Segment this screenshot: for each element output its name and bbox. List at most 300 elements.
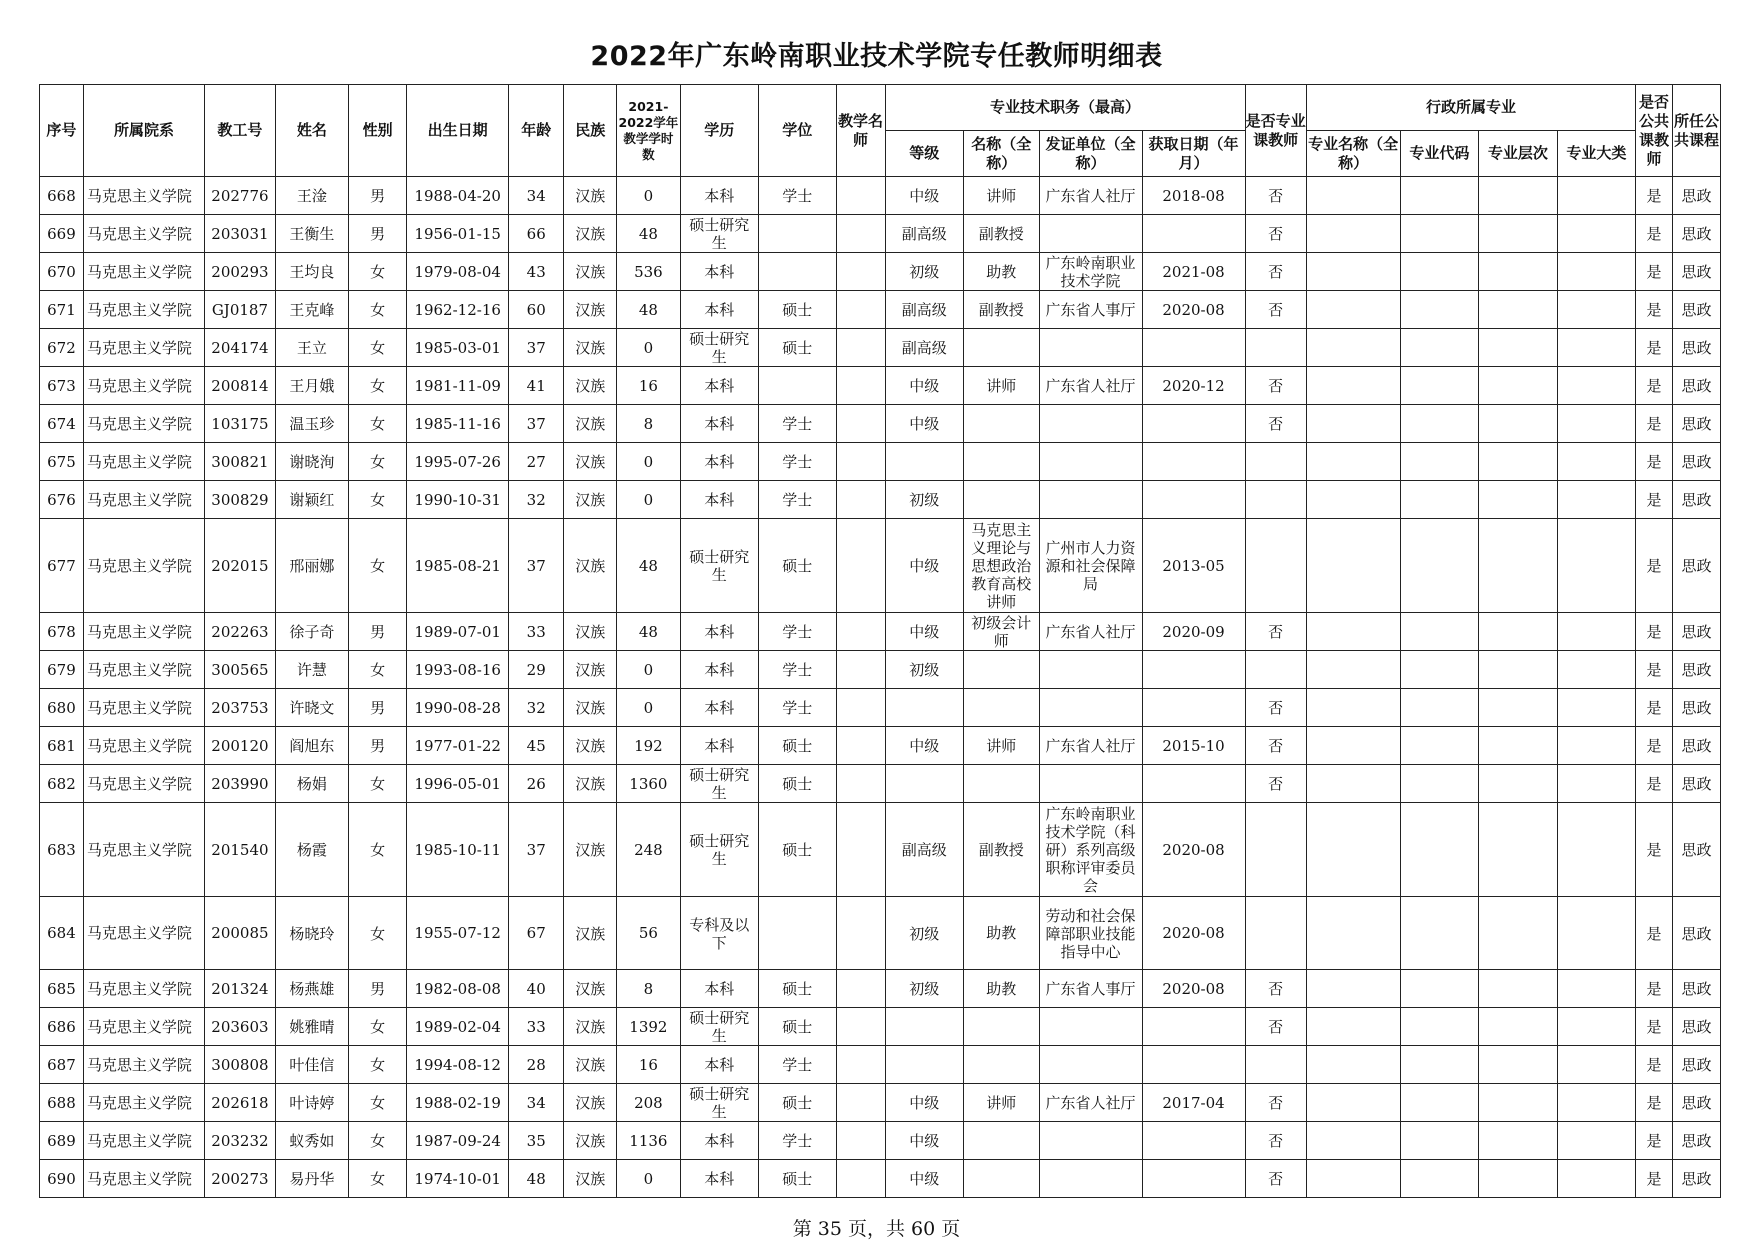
cell-age: 67 bbox=[509, 897, 564, 970]
cell-major-code bbox=[1400, 405, 1479, 443]
cell-public-course: 思政 bbox=[1672, 1160, 1720, 1198]
cell-title-issuer bbox=[1039, 405, 1142, 443]
cell-major-class bbox=[1557, 443, 1636, 481]
cell-title-name bbox=[964, 253, 1039, 291]
cell-hours: 48 bbox=[617, 215, 680, 253]
cell-title-name-text: 讲师 bbox=[986, 376, 1017, 395]
cell-is-major-teacher: 否 bbox=[1245, 765, 1306, 803]
cell-gender: 男 bbox=[349, 215, 407, 253]
cell-is-public-teacher: 是 bbox=[1636, 329, 1673, 367]
cell-major-name bbox=[1306, 481, 1400, 519]
cell-birth: 1985-03-01 bbox=[407, 329, 509, 367]
table-row bbox=[40, 765, 1721, 803]
cell-public-course: 思政 bbox=[1672, 651, 1720, 689]
cell-dept bbox=[83, 291, 204, 329]
cell-education bbox=[680, 481, 759, 519]
cell-dept bbox=[83, 1160, 204, 1198]
cell-hours: 1392 bbox=[617, 1008, 680, 1046]
cell-famous-teacher bbox=[836, 519, 885, 613]
cell-title-name-text: 讲师 bbox=[986, 186, 1017, 205]
table-row bbox=[40, 291, 1721, 329]
cell-staff-id: 202618 bbox=[205, 1084, 275, 1122]
cell-dept-text: 马克思主义学院 bbox=[86, 775, 192, 793]
cell-title-name bbox=[964, 613, 1039, 651]
cell-is-major-teacher bbox=[1245, 651, 1306, 689]
header-admin-group: 行政所属专业 bbox=[1306, 85, 1635, 131]
cell-major-name bbox=[1306, 1046, 1400, 1084]
cell-major-name bbox=[1306, 253, 1400, 291]
cell-title-level bbox=[885, 1046, 964, 1084]
cell-seq: 680 bbox=[40, 689, 84, 727]
cell-major-level bbox=[1479, 613, 1558, 651]
cell-name: 许慧 bbox=[275, 651, 348, 689]
cell-title-date bbox=[1142, 765, 1245, 803]
cell-seq: 682 bbox=[40, 765, 84, 803]
table-row bbox=[40, 897, 1721, 970]
cell-name: 易丹华 bbox=[275, 1160, 348, 1198]
header-public-course: 所任公共课程 bbox=[1672, 85, 1720, 177]
cell-public-course: 思政 bbox=[1672, 970, 1720, 1008]
cell-dept bbox=[83, 177, 204, 215]
cell-major-level bbox=[1479, 689, 1558, 727]
cell-is-major-teacher: 否 bbox=[1245, 1008, 1306, 1046]
cell-birth: 1993-08-16 bbox=[407, 651, 509, 689]
cell-hours: 8 bbox=[617, 405, 680, 443]
cell-is-major-teacher: 否 bbox=[1245, 291, 1306, 329]
cell-staff-id: 203232 bbox=[205, 1122, 275, 1160]
header-dept: 所属院系 bbox=[83, 85, 204, 177]
cell-is-public-teacher: 是 bbox=[1636, 177, 1673, 215]
cell-dept bbox=[83, 727, 204, 765]
cell-major-code bbox=[1400, 215, 1479, 253]
cell-education-text: 本科 bbox=[704, 414, 735, 433]
cell-staff-id: 204174 bbox=[205, 329, 275, 367]
cell-major-code bbox=[1400, 1160, 1479, 1198]
header-degree: 学位 bbox=[759, 85, 837, 177]
cell-education-text: 本科 bbox=[704, 1055, 735, 1074]
cell-title-issuer bbox=[1039, 329, 1142, 367]
header-title-name: 名称（全称） bbox=[964, 131, 1039, 177]
cell-birth: 1987-09-24 bbox=[407, 1122, 509, 1160]
cell-major-class bbox=[1557, 651, 1636, 689]
cell-is-public-teacher: 是 bbox=[1636, 1160, 1673, 1198]
cell-major-level bbox=[1479, 253, 1558, 291]
cell-dept-text: 马克思主义学院 bbox=[86, 415, 192, 433]
cell-gender: 女 bbox=[349, 405, 407, 443]
cell-title-name bbox=[964, 897, 1039, 970]
cell-staff-id: 200085 bbox=[205, 897, 275, 970]
cell-famous-teacher bbox=[836, 215, 885, 253]
cell-dept bbox=[83, 519, 204, 613]
cell-education-text: 本科 bbox=[704, 300, 735, 319]
cell-education-text: 硕士研究生 bbox=[689, 832, 750, 868]
cell-title-name-text: 副教授 bbox=[978, 840, 1024, 859]
cell-major-name bbox=[1306, 291, 1400, 329]
cell-gender: 女 bbox=[349, 651, 407, 689]
cell-degree: 学士 bbox=[759, 689, 837, 727]
cell-is-public-teacher: 是 bbox=[1636, 215, 1673, 253]
cell-staff-id: 300821 bbox=[205, 443, 275, 481]
cell-major-code bbox=[1400, 1008, 1479, 1046]
cell-title-issuer bbox=[1039, 1008, 1142, 1046]
cell-major-class bbox=[1557, 1008, 1636, 1046]
header-famous-teacher: 教学名师 bbox=[836, 85, 885, 177]
cell-is-public-teacher: 是 bbox=[1636, 367, 1673, 405]
cell-degree: 学士 bbox=[759, 1122, 837, 1160]
cell-dept bbox=[83, 253, 204, 291]
cell-degree: 硕士 bbox=[759, 1008, 837, 1046]
cell-name: 阎旭东 bbox=[275, 727, 348, 765]
cell-is-major-teacher bbox=[1245, 803, 1306, 897]
cell-public-course: 思政 bbox=[1672, 253, 1720, 291]
cell-gender: 女 bbox=[349, 1084, 407, 1122]
cell-title-name-text: 副教授 bbox=[978, 224, 1024, 243]
cell-major-name bbox=[1306, 519, 1400, 613]
cell-staff-id: 103175 bbox=[205, 405, 275, 443]
cell-hours: 0 bbox=[617, 1160, 680, 1198]
cell-title-name bbox=[964, 443, 1039, 481]
cell-major-code bbox=[1400, 970, 1479, 1008]
cell-degree bbox=[759, 897, 837, 970]
cell-staff-id: 203753 bbox=[205, 689, 275, 727]
cell-education-text: 本科 bbox=[704, 376, 735, 395]
cell-dept-text: 马克思主义学院 bbox=[86, 1132, 192, 1150]
cell-education bbox=[680, 519, 759, 613]
cell-title-level: 初级 bbox=[885, 651, 964, 689]
cell-major-code bbox=[1400, 727, 1479, 765]
cell-famous-teacher bbox=[836, 689, 885, 727]
cell-staff-id: 300829 bbox=[205, 481, 275, 519]
cell-major-code bbox=[1400, 689, 1479, 727]
cell-education bbox=[680, 970, 759, 1008]
cell-education bbox=[680, 1008, 759, 1046]
header-birth: 出生日期 bbox=[407, 85, 509, 177]
cell-dept bbox=[83, 1046, 204, 1084]
cell-hours: 48 bbox=[617, 613, 680, 651]
cell-public-course: 思政 bbox=[1672, 443, 1720, 481]
cell-major-class bbox=[1557, 689, 1636, 727]
cell-title-issuer-text: 劳动和社会保障部职业技能指导中心 bbox=[1045, 906, 1136, 961]
cell-gender: 女 bbox=[349, 803, 407, 897]
cell-famous-teacher bbox=[836, 727, 885, 765]
cell-education bbox=[680, 765, 759, 803]
cell-major-code bbox=[1400, 481, 1479, 519]
cell-title-date bbox=[1142, 689, 1245, 727]
cell-is-major-teacher: 否 bbox=[1245, 367, 1306, 405]
table-body bbox=[40, 177, 1721, 1198]
cell-title-date: 2020-08 bbox=[1142, 970, 1245, 1008]
cell-major-code bbox=[1400, 651, 1479, 689]
cell-major-class bbox=[1557, 1046, 1636, 1084]
cell-major-code bbox=[1400, 803, 1479, 897]
cell-is-major-teacher bbox=[1245, 329, 1306, 367]
cell-education bbox=[680, 177, 759, 215]
cell-name: 王克峰 bbox=[275, 291, 348, 329]
cell-birth: 1979-08-04 bbox=[407, 253, 509, 291]
table-row bbox=[40, 253, 1721, 291]
cell-education bbox=[680, 689, 759, 727]
table-row bbox=[40, 405, 1721, 443]
cell-title-name bbox=[964, 727, 1039, 765]
cell-title-level: 副高级 bbox=[885, 329, 964, 367]
cell-is-major-teacher: 否 bbox=[1245, 253, 1306, 291]
cell-title-date: 2013-05 bbox=[1142, 519, 1245, 613]
cell-title-date bbox=[1142, 481, 1245, 519]
cell-public-course: 思政 bbox=[1672, 291, 1720, 329]
cell-major-name bbox=[1306, 613, 1400, 651]
cell-degree: 硕士 bbox=[759, 519, 837, 613]
cell-age: 48 bbox=[509, 1160, 564, 1198]
cell-major-name bbox=[1306, 1008, 1400, 1046]
cell-dept-text: 马克思主义学院 bbox=[86, 840, 192, 859]
cell-hours: 0 bbox=[617, 329, 680, 367]
cell-education-text: 本科 bbox=[704, 736, 735, 755]
cell-staff-id: 200814 bbox=[205, 367, 275, 405]
cell-birth: 1996-05-01 bbox=[407, 765, 509, 803]
cell-dept-text: 马克思主义学院 bbox=[86, 924, 192, 942]
cell-dept-text: 马克思主义学院 bbox=[86, 556, 192, 575]
cell-title-issuer bbox=[1039, 651, 1142, 689]
cell-major-name bbox=[1306, 405, 1400, 443]
cell-title-level: 中级 bbox=[885, 1160, 964, 1198]
cell-name: 王衡生 bbox=[275, 215, 348, 253]
cell-title-name bbox=[964, 765, 1039, 803]
cell-title-issuer bbox=[1039, 481, 1142, 519]
cell-major-class bbox=[1557, 405, 1636, 443]
cell-major-level bbox=[1479, 803, 1558, 897]
cell-name: 叶诗婷 bbox=[275, 1084, 348, 1122]
cell-title-level: 中级 bbox=[885, 177, 964, 215]
cell-major-level bbox=[1479, 1084, 1558, 1122]
cell-dept bbox=[83, 405, 204, 443]
cell-famous-teacher bbox=[836, 481, 885, 519]
header-hours: 2021-2022学年教学学时数 bbox=[617, 85, 680, 177]
cell-education bbox=[680, 329, 759, 367]
cell-degree: 硕士 bbox=[759, 291, 837, 329]
cell-gender: 女 bbox=[349, 481, 407, 519]
cell-title-issuer bbox=[1039, 215, 1142, 253]
cell-public-course: 思政 bbox=[1672, 519, 1720, 613]
cell-education bbox=[680, 613, 759, 651]
cell-age: 32 bbox=[509, 689, 564, 727]
cell-birth: 1962-12-16 bbox=[407, 291, 509, 329]
cell-major-code bbox=[1400, 367, 1479, 405]
cell-famous-teacher bbox=[836, 1046, 885, 1084]
cell-title-date bbox=[1142, 405, 1245, 443]
cell-title-name bbox=[964, 177, 1039, 215]
cell-degree: 硕士 bbox=[759, 765, 837, 803]
cell-birth: 1990-08-28 bbox=[407, 689, 509, 727]
cell-major-name bbox=[1306, 897, 1400, 970]
cell-title-name bbox=[964, 1046, 1039, 1084]
cell-dept bbox=[83, 897, 204, 970]
cell-dept bbox=[83, 651, 204, 689]
table-row bbox=[40, 1008, 1721, 1046]
cell-gender: 女 bbox=[349, 519, 407, 613]
cell-education-text: 硕士研究生 bbox=[689, 1085, 750, 1121]
cell-age: 45 bbox=[509, 727, 564, 765]
cell-title-name bbox=[964, 689, 1039, 727]
cell-title-issuer bbox=[1039, 291, 1142, 329]
cell-hours: 248 bbox=[617, 803, 680, 897]
cell-major-name bbox=[1306, 765, 1400, 803]
cell-major-level bbox=[1479, 443, 1558, 481]
cell-dept bbox=[83, 1084, 204, 1122]
cell-title-name bbox=[964, 367, 1039, 405]
cell-title-issuer-text: 广州市人力资源和社会保障局 bbox=[1045, 539, 1136, 593]
cell-gender: 女 bbox=[349, 443, 407, 481]
cell-birth: 1988-04-20 bbox=[407, 177, 509, 215]
cell-name: 许晓文 bbox=[275, 689, 348, 727]
cell-famous-teacher bbox=[836, 1160, 885, 1198]
cell-title-issuer bbox=[1039, 689, 1142, 727]
cell-name: 蚁秀如 bbox=[275, 1122, 348, 1160]
cell-dept-text: 马克思主义学院 bbox=[86, 187, 192, 205]
cell-major-class bbox=[1557, 481, 1636, 519]
cell-title-name bbox=[964, 405, 1039, 443]
cell-major-level bbox=[1479, 727, 1558, 765]
cell-major-level bbox=[1479, 291, 1558, 329]
cell-dept bbox=[83, 765, 204, 803]
cell-public-course: 思政 bbox=[1672, 481, 1720, 519]
cell-title-name-text: 副教授 bbox=[978, 300, 1024, 319]
cell-major-class bbox=[1557, 519, 1636, 613]
cell-is-major-teacher: 否 bbox=[1245, 727, 1306, 765]
cell-title-issuer bbox=[1039, 1160, 1142, 1198]
cell-title-issuer-text: 广东岭南职业技术学院（科研）系列高级职称评审委员会 bbox=[1045, 805, 1136, 895]
cell-ethnicity: 汉族 bbox=[564, 291, 617, 329]
cell-age: 32 bbox=[509, 481, 564, 519]
cell-title-name bbox=[964, 519, 1039, 613]
cell-birth: 1994-08-12 bbox=[407, 1046, 509, 1084]
cell-dept-text: 马克思主义学院 bbox=[86, 1056, 192, 1074]
cell-ethnicity: 汉族 bbox=[564, 215, 617, 253]
cell-education-text: 硕士研究生 bbox=[689, 548, 750, 584]
cell-public-course: 思政 bbox=[1672, 727, 1720, 765]
cell-seq: 687 bbox=[40, 1046, 84, 1084]
cell-title-name bbox=[964, 291, 1039, 329]
cell-major-name bbox=[1306, 727, 1400, 765]
cell-dept-text: 马克思主义学院 bbox=[86, 491, 192, 509]
header-staff-id: 教工号 bbox=[205, 85, 275, 177]
cell-title-name-text: 讲师 bbox=[986, 1093, 1017, 1112]
cell-title-date: 2020-08 bbox=[1142, 291, 1245, 329]
cell-gender: 女 bbox=[349, 1122, 407, 1160]
cell-public-course: 思政 bbox=[1672, 765, 1720, 803]
table-row bbox=[40, 1160, 1721, 1198]
header-major-name: 专业名称（全称） bbox=[1306, 131, 1400, 177]
cell-education-text: 硕士研究生 bbox=[689, 216, 750, 252]
cell-major-name bbox=[1306, 177, 1400, 215]
cell-title-issuer-text: 广东省人社厅 bbox=[1045, 623, 1136, 641]
cell-is-public-teacher: 是 bbox=[1636, 651, 1673, 689]
cell-seq: 669 bbox=[40, 215, 84, 253]
cell-title-name bbox=[964, 1084, 1039, 1122]
cell-major-class bbox=[1557, 177, 1636, 215]
cell-major-class bbox=[1557, 613, 1636, 651]
cell-is-major-teacher bbox=[1245, 443, 1306, 481]
cell-ethnicity: 汉族 bbox=[564, 367, 617, 405]
table-row bbox=[40, 443, 1721, 481]
cell-degree: 硕士 bbox=[759, 1160, 837, 1198]
cell-title-name-text: 助教 bbox=[986, 262, 1017, 281]
table-row bbox=[40, 481, 1721, 519]
cell-major-code bbox=[1400, 177, 1479, 215]
cell-seq: 683 bbox=[40, 803, 84, 897]
cell-famous-teacher bbox=[836, 1008, 885, 1046]
cell-education-text: 本科 bbox=[704, 1169, 735, 1188]
cell-title-level bbox=[885, 765, 964, 803]
cell-title-issuer bbox=[1039, 177, 1142, 215]
cell-major-code bbox=[1400, 897, 1479, 970]
header-ethnicity: 民族 bbox=[564, 85, 617, 177]
cell-major-level bbox=[1479, 177, 1558, 215]
cell-title-issuer bbox=[1039, 1122, 1142, 1160]
cell-famous-teacher bbox=[836, 651, 885, 689]
cell-ethnicity: 汉族 bbox=[564, 443, 617, 481]
cell-staff-id: 200293 bbox=[205, 253, 275, 291]
cell-major-class bbox=[1557, 727, 1636, 765]
cell-major-name bbox=[1306, 651, 1400, 689]
cell-is-public-teacher: 是 bbox=[1636, 727, 1673, 765]
cell-birth: 1988-02-19 bbox=[407, 1084, 509, 1122]
cell-title-name bbox=[964, 1008, 1039, 1046]
page-footer: 第 35 页，共 60 页 bbox=[792, 1218, 961, 1240]
cell-ethnicity: 汉族 bbox=[564, 519, 617, 613]
cell-is-major-teacher: 否 bbox=[1245, 1122, 1306, 1160]
cell-public-course: 思政 bbox=[1672, 613, 1720, 651]
cell-education bbox=[680, 803, 759, 897]
cell-dept-text: 马克思主义学院 bbox=[86, 453, 192, 471]
cell-education bbox=[680, 367, 759, 405]
cell-title-name bbox=[964, 329, 1039, 367]
cell-major-code bbox=[1400, 291, 1479, 329]
cell-is-major-teacher bbox=[1245, 1046, 1306, 1084]
cell-title-name-text: 初级会计师 bbox=[971, 613, 1032, 650]
cell-is-public-teacher: 是 bbox=[1636, 1122, 1673, 1160]
cell-title-issuer bbox=[1039, 443, 1142, 481]
cell-public-course: 思政 bbox=[1672, 1008, 1720, 1046]
cell-public-course: 思政 bbox=[1672, 689, 1720, 727]
cell-education bbox=[680, 253, 759, 291]
cell-seq: 678 bbox=[40, 613, 84, 651]
cell-name: 杨霞 bbox=[275, 803, 348, 897]
cell-title-level bbox=[885, 443, 964, 481]
cell-staff-id: 203031 bbox=[205, 215, 275, 253]
cell-dept bbox=[83, 367, 204, 405]
cell-title-level: 初级 bbox=[885, 481, 964, 519]
cell-hours: 0 bbox=[617, 689, 680, 727]
header-title-issuer: 发证单位（全称） bbox=[1039, 131, 1142, 177]
cell-hours: 0 bbox=[617, 177, 680, 215]
header-major-level: 专业层次 bbox=[1479, 131, 1558, 177]
cell-title-name bbox=[964, 803, 1039, 897]
cell-gender: 女 bbox=[349, 1008, 407, 1046]
cell-is-major-teacher: 否 bbox=[1245, 1084, 1306, 1122]
cell-title-level: 副高级 bbox=[885, 803, 964, 897]
cell-famous-teacher bbox=[836, 613, 885, 651]
cell-education bbox=[680, 1122, 759, 1160]
cell-gender: 女 bbox=[349, 253, 407, 291]
cell-title-name bbox=[964, 215, 1039, 253]
cell-public-course: 思政 bbox=[1672, 1122, 1720, 1160]
cell-title-issuer bbox=[1039, 613, 1142, 651]
cell-staff-id: 201324 bbox=[205, 970, 275, 1008]
cell-major-level bbox=[1479, 1122, 1558, 1160]
cell-dept bbox=[83, 1008, 204, 1046]
cell-title-name bbox=[964, 1160, 1039, 1198]
cell-degree: 学士 bbox=[759, 405, 837, 443]
